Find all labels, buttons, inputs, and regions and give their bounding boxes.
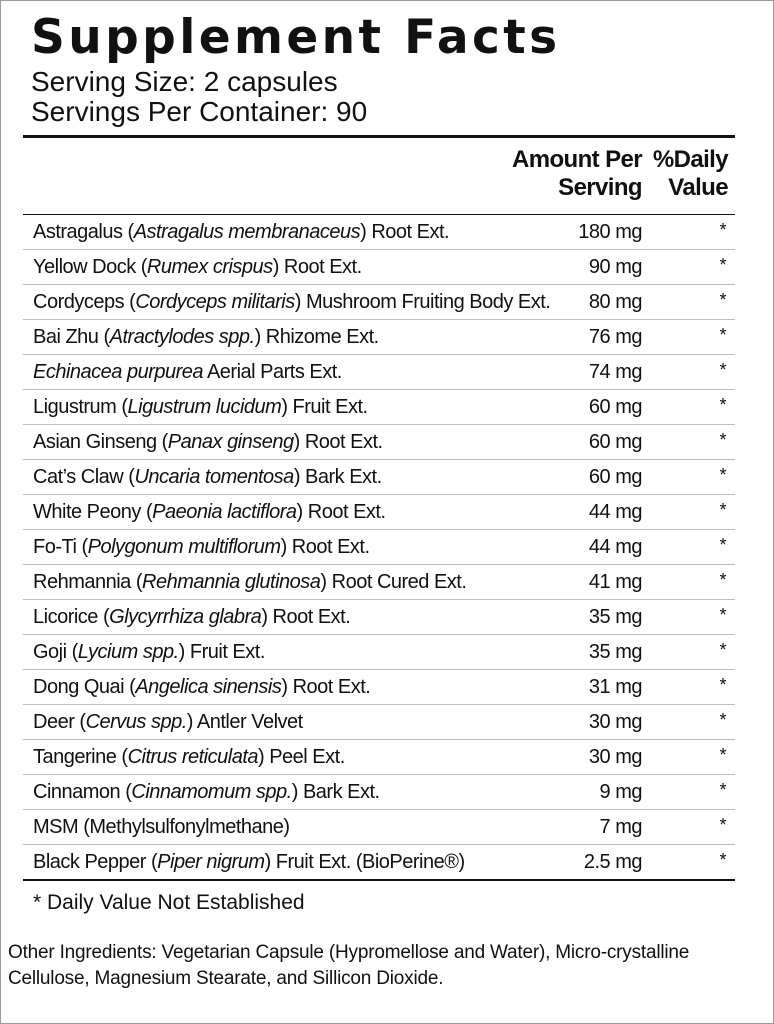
bottom-rule — [23, 879, 735, 881]
latin-name: Polygonum multiflorum — [87, 536, 281, 558]
table-row — [23, 565, 735, 600]
ingredient-name: Cordyceps (Cordyceps militaris) Mushroom Fruiting Body Ext. — [33, 291, 551, 313]
ingredient-amount: 90 mg — [588, 256, 642, 278]
ingredient-name: White Peony (Paeonia lactiflora) Root Ext. — [33, 501, 386, 523]
ingredient-amount: 2.5 mg — [583, 851, 642, 873]
ingredient-name: Rehmannia (Rehmannia glutinosa) Root Cured Ext. — [33, 571, 467, 593]
ingredient-amount: 60 mg — [588, 396, 642, 418]
table-row — [23, 670, 735, 705]
ingredient-name: MSM (Methylsulfonylmethane) — [33, 816, 290, 838]
latin-name: Lycium spp. — [77, 641, 179, 663]
daily-value-mark: * — [719, 570, 726, 590]
ingredient-amount: 76 mg — [588, 326, 642, 348]
latin-name: Ligustrum lucidum — [127, 396, 282, 418]
latin-name: Astragalus membranaceus — [133, 221, 361, 243]
daily-value-mark: * — [719, 535, 726, 555]
servings-per-container: Servings Per Container: 90 — [31, 96, 368, 127]
daily-value-mark: * — [719, 395, 726, 415]
ingredient-amount: 7 mg — [599, 816, 642, 838]
ingredient-amount: 41 mg — [588, 571, 642, 593]
table-row — [23, 810, 735, 845]
table-row — [23, 530, 735, 565]
daily-value-footnote: * Daily Value Not Established — [33, 891, 305, 914]
table-row — [23, 355, 735, 390]
amount-per-serving-header: Amount Per Serving — [511, 146, 642, 201]
table-row — [23, 705, 735, 740]
latin-name: Echinacea purpurea — [33, 361, 204, 383]
ingredient-name: Ligustrum (Ligustrum lucidum) Fruit Ext. — [33, 396, 368, 418]
latin-name: Cordyceps militaris — [135, 291, 295, 313]
table-row — [23, 635, 735, 670]
table-row — [23, 285, 735, 320]
ingredient-amount: 60 mg — [588, 431, 642, 453]
ingredient-amount: 9 mg — [599, 781, 642, 803]
latin-name: Atractylodes spp. — [109, 326, 255, 348]
daily-value-mark: * — [719, 360, 726, 380]
daily-value-mark: * — [719, 640, 726, 660]
table-row — [23, 390, 735, 425]
ingredient-name: Echinacea purpurea Aerial Parts Ext. — [33, 361, 342, 383]
daily-value-mark: * — [719, 430, 726, 450]
daily-value-mark: * — [719, 255, 726, 275]
ingredient-name: Asian Ginseng (Panax ginseng) Root Ext. — [33, 431, 383, 453]
ingredient-amount: 180 mg — [578, 221, 642, 243]
ingredient-name: Tangerine (Citrus reticulata) Peel Ext. — [33, 746, 345, 768]
table-row — [23, 600, 735, 635]
daily-value-mark: * — [719, 500, 726, 520]
ingredient-name: Yellow Dock (Rumex crispus) Root Ext. — [33, 256, 362, 278]
ingredient-name: Fo-Ti (Polygonum multiflorum) Root Ext. — [33, 536, 370, 558]
supplement-facts-panel — [23, 0, 735, 917]
ingredient-name: Dong Quai (Angelica sinensis) Root Ext. — [33, 676, 371, 698]
ingredient-name: Cinnamon (Cinnamomum spp.) Bark Ext. — [33, 781, 380, 803]
ingredient-list — [23, 215, 735, 879]
ingredient-name: Goji (Lycium spp.) Fruit Ext. — [33, 641, 265, 663]
latin-name: Panax ginseng — [167, 431, 294, 453]
daily-value-mark: * — [719, 850, 726, 870]
ingredient-amount: 31 mg — [588, 676, 642, 698]
ingredient-amount: 35 mg — [588, 641, 642, 663]
ingredient-name: Deer (Cervus spp.) Antler Velvet — [33, 711, 303, 733]
serving-size: Serving Size: 2 capsules — [31, 66, 338, 97]
daily-value-mark: * — [719, 710, 726, 730]
latin-name: Angelica sinensis — [135, 676, 282, 698]
table-row — [23, 250, 735, 285]
ingredient-amount: 30 mg — [588, 711, 642, 733]
ingredient-amount: 60 mg — [588, 466, 642, 488]
latin-name: Paeonia lactiflora — [152, 501, 297, 523]
ingredient-name: Licorice (Glycyrrhiza glabra) Root Ext. — [33, 606, 351, 628]
table-row — [23, 320, 735, 355]
daily-value-mark: * — [719, 745, 726, 765]
table-row — [23, 495, 735, 530]
other-ingredients: Other Ingredients: Vegetarian Capsule (Hypromellose and Water), Micro-crystalline Cellulose, Magnesium Stearate, and Sillicon Dioxide. — [8, 942, 690, 989]
ingredient-amount: 30 mg — [588, 746, 642, 768]
table-row — [23, 740, 735, 775]
ingredient-name: Astragalus (Astragalus membranaceus) Root Ext. — [33, 221, 450, 243]
table-row — [23, 425, 735, 460]
daily-value-mark: * — [719, 220, 726, 240]
ingredient-name: Bai Zhu (Atractylodes spp.) Rhizome Ext. — [33, 326, 379, 348]
daily-value-mark: * — [719, 815, 726, 835]
ingredient-name: Cat’s Claw (Uncaria tomentosa) Bark Ext. — [33, 466, 382, 488]
latin-name: Piper nigrum — [157, 851, 265, 873]
daily-value-mark: * — [719, 465, 726, 485]
daily-value-mark: * — [719, 780, 726, 800]
latin-name: Citrus reticulata — [127, 746, 258, 768]
ingredient-name: Black Pepper (Piper nigrum) Fruit Ext. (BioPerine®) — [33, 851, 465, 873]
panel-title: Supplement Facts — [31, 10, 561, 65]
daily-value-mark: * — [719, 290, 726, 310]
ingredient-amount: 35 mg — [588, 606, 642, 628]
latin-name: Uncaria tomentosa — [134, 466, 294, 488]
table-row — [23, 775, 735, 810]
table-row — [23, 845, 735, 879]
latin-name: Glycyrrhiza glabra — [109, 606, 262, 628]
daily-value-mark: * — [719, 675, 726, 695]
latin-name: Rumex crispus — [146, 256, 273, 278]
latin-name: Cervus spp. — [85, 711, 187, 733]
daily-value-mark: * — [719, 605, 726, 625]
column-headers — [23, 138, 735, 206]
ingredient-amount: 44 mg — [588, 501, 642, 523]
table-row — [23, 215, 735, 250]
latin-name: Rehmannia glutinosa — [142, 571, 321, 593]
ingredient-amount: 44 mg — [588, 536, 642, 558]
daily-value-mark: * — [719, 325, 726, 345]
daily-value-header: %Daily Value — [652, 146, 728, 201]
latin-name: Cinnamomum spp. — [131, 781, 292, 803]
ingredient-amount: 80 mg — [588, 291, 642, 313]
ingredient-amount: 74 mg — [588, 361, 642, 383]
table-row — [23, 460, 735, 495]
